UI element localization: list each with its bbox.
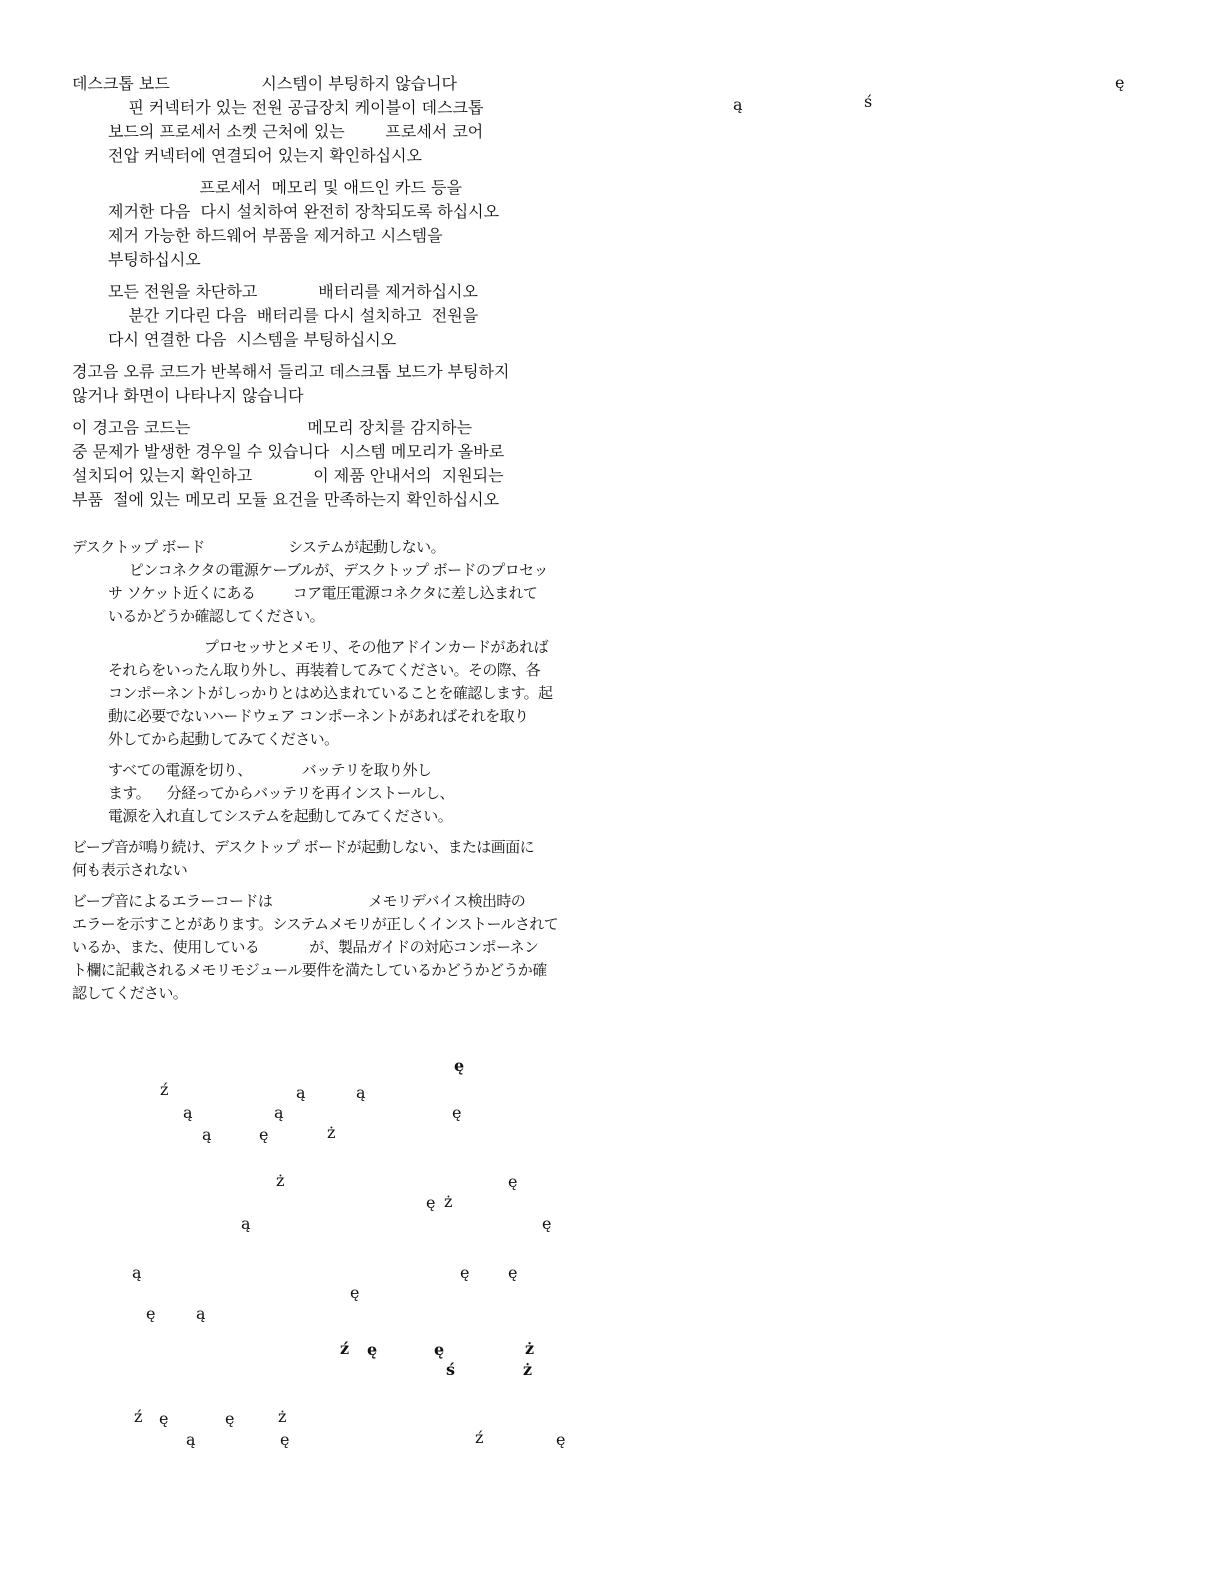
ja-line: 認してください。 <box>72 984 188 1002</box>
ja-line: いるか、また、使用している が、製品ガイドの対応コンポーネン <box>72 938 539 956</box>
fragment-glyph: ę <box>542 1214 552 1233</box>
ja-line: 外してから起動してみてください。 <box>108 730 339 748</box>
fragment-glyph: ę <box>159 1409 169 1428</box>
fragment-glyph: ź <box>340 1339 350 1358</box>
ja-line: エラーを示すことがあります。システムメモリが正しくインストールされて <box>72 915 559 933</box>
ja-line: すべての電源を切り、 バッテリを取り外し <box>108 761 432 779</box>
ko-line: 않거나 화면이 나타나지 않습니다 <box>72 386 304 405</box>
fragment-glyph: ż <box>523 1360 533 1379</box>
ja-line: 何も表示されない <box>72 861 188 879</box>
ja-line: それらをいったん取り外し、再装着してみてください。その際、各 <box>108 661 541 679</box>
ko-line: 전압 커넥터에 연결되어 있는지 확인하십시오 <box>108 146 423 165</box>
ko-line: 설치되어 있는지 확인하고 이 제품 안내서의 지원되는 <box>72 466 504 485</box>
fragment-glyph: ź <box>160 1080 169 1099</box>
ko-line: 분간 기다린 다음 배터리를 다시 설치하고 전원을 <box>108 306 479 325</box>
fragment-glyph: ą <box>132 1263 142 1282</box>
korean-section <box>72 72 592 512</box>
fragment-glyph: ś <box>864 92 873 111</box>
ko-heading-beep: 경고음 오류 코드가 반복해서 들리고 데스크톱 보드가 부팅하지 <box>72 362 510 381</box>
ja-line: プロセッサとメモリ、その他アドインカードがあれば <box>108 638 548 656</box>
ja-line: 動に必要でないハードウェア コンポーネントがあればそれを取り <box>108 707 529 725</box>
fragment-glyph: ę <box>508 1172 518 1191</box>
ko-line: 보드의 프로세서 소켓 근처에 있는 프로세서 코어 <box>108 122 484 141</box>
fragment-glyph: ę <box>280 1430 290 1449</box>
ja-line: ます。 分経ってからバッテリを再インストールし、 <box>108 784 454 802</box>
ko-line: 핀 커넥터가 있는 전원 공급장치 케이블이 데스크톱 <box>108 98 484 117</box>
fragment-glyph: ę <box>367 1340 378 1359</box>
ja-heading-boot: デスクトップ ボード システムが起動しない。 <box>72 538 445 556</box>
fragment-glyph: ż <box>276 1171 285 1190</box>
fragment-glyph: ę <box>1115 73 1125 92</box>
fragment-glyph: ą <box>241 1214 251 1233</box>
ko-line: 이 경고음 코드는 메모리 장치를 감지하는 <box>72 418 473 437</box>
ko-heading-boot: 데스크톱 보드 시스템이 부팅하지 않습니다 <box>72 74 458 93</box>
ja-line: ビープ音によるエラーコードは メモリデバイス検出時の <box>72 892 526 910</box>
ko-line: 다시 연결한 다음 시스템을 부팅하십시오 <box>108 330 397 349</box>
ko-line: 제거한 다음 다시 설치하여 완전히 장착되도록 하십시오 <box>108 202 500 221</box>
fragment-glyph: ą <box>186 1430 196 1449</box>
ko-line: 제거 가능한 하드웨어 부품을 제거하고 시스템을 <box>108 226 443 245</box>
fragment-glyph: ę <box>350 1283 360 1302</box>
fragment-glyph: ę <box>259 1125 269 1144</box>
ja-line: 電源を入れ直してシステムを起動してみてください。 <box>108 807 453 825</box>
fragment-glyph: ą <box>296 1083 306 1102</box>
fragment-glyph: ę <box>454 1056 465 1075</box>
ko-line: 모든 전원을 차단하고 배터리를 제거하십시오 <box>108 282 478 301</box>
ja-line: いるかどうか確認してください。 <box>108 607 325 625</box>
fragment-glyph: ż <box>525 1339 535 1358</box>
fragment-glyph: ę <box>434 1340 445 1359</box>
ja-heading-beep: ビープ音が鳴り続け、デスクトップ ボードが起動しない、または画面に <box>72 838 534 856</box>
fragment-glyph: ż <box>444 1192 453 1211</box>
fragment-glyph: ż <box>278 1407 287 1426</box>
ko-line: 부품 절에 있는 메모리 모듈 요건을 만족하는지 확인하십시오 <box>72 490 500 509</box>
ja-line: ピンコネクタの電源ケーブルが、デスクトップ ボードのプロセッ <box>108 561 548 579</box>
fragment-glyph: ę <box>460 1263 470 1282</box>
fragment-glyph: ę <box>225 1409 235 1428</box>
ja-line: ト欄に記載されるメモリモジュール要件を満たしているかどうかどうか確 <box>72 961 547 979</box>
fragment-glyph: ą <box>733 95 743 114</box>
japanese-section <box>72 536 592 1005</box>
fragment-glyph: ź <box>475 1428 484 1447</box>
ko-line: 프로세서 메모리 및 애드인 카드 등을 <box>108 178 462 197</box>
fragment-glyph: ę <box>146 1304 156 1323</box>
fragment-glyph: ś <box>446 1360 456 1379</box>
ja-line: コンポーネントがしっかりとはめ込まれていることを確認します。起 <box>108 684 553 702</box>
fragment-glyph: ę <box>452 1103 462 1122</box>
ko-line: 부팅하십시오 <box>108 250 201 269</box>
fragment-glyph: ę <box>556 1430 566 1449</box>
ja-line: サ ソケット近くにある コア電圧電源コネクタに差し込まれて <box>108 584 538 602</box>
fragment-glyph: ę <box>508 1263 518 1282</box>
fragment-glyph: ź <box>134 1407 143 1426</box>
fragment-glyph: ę <box>426 1193 436 1212</box>
fragment-glyph: ż <box>327 1123 336 1142</box>
fragment-glyph: ą <box>183 1103 193 1122</box>
fragment-glyph: ą <box>202 1125 212 1144</box>
fragment-glyph: ą <box>274 1103 284 1122</box>
fragment-glyph: ą <box>196 1304 206 1323</box>
ko-line: 중 문제가 발생한 경우일 수 있습니다 시스템 메모리가 올바로 <box>72 442 505 461</box>
fragment-glyph: ą <box>356 1083 366 1102</box>
